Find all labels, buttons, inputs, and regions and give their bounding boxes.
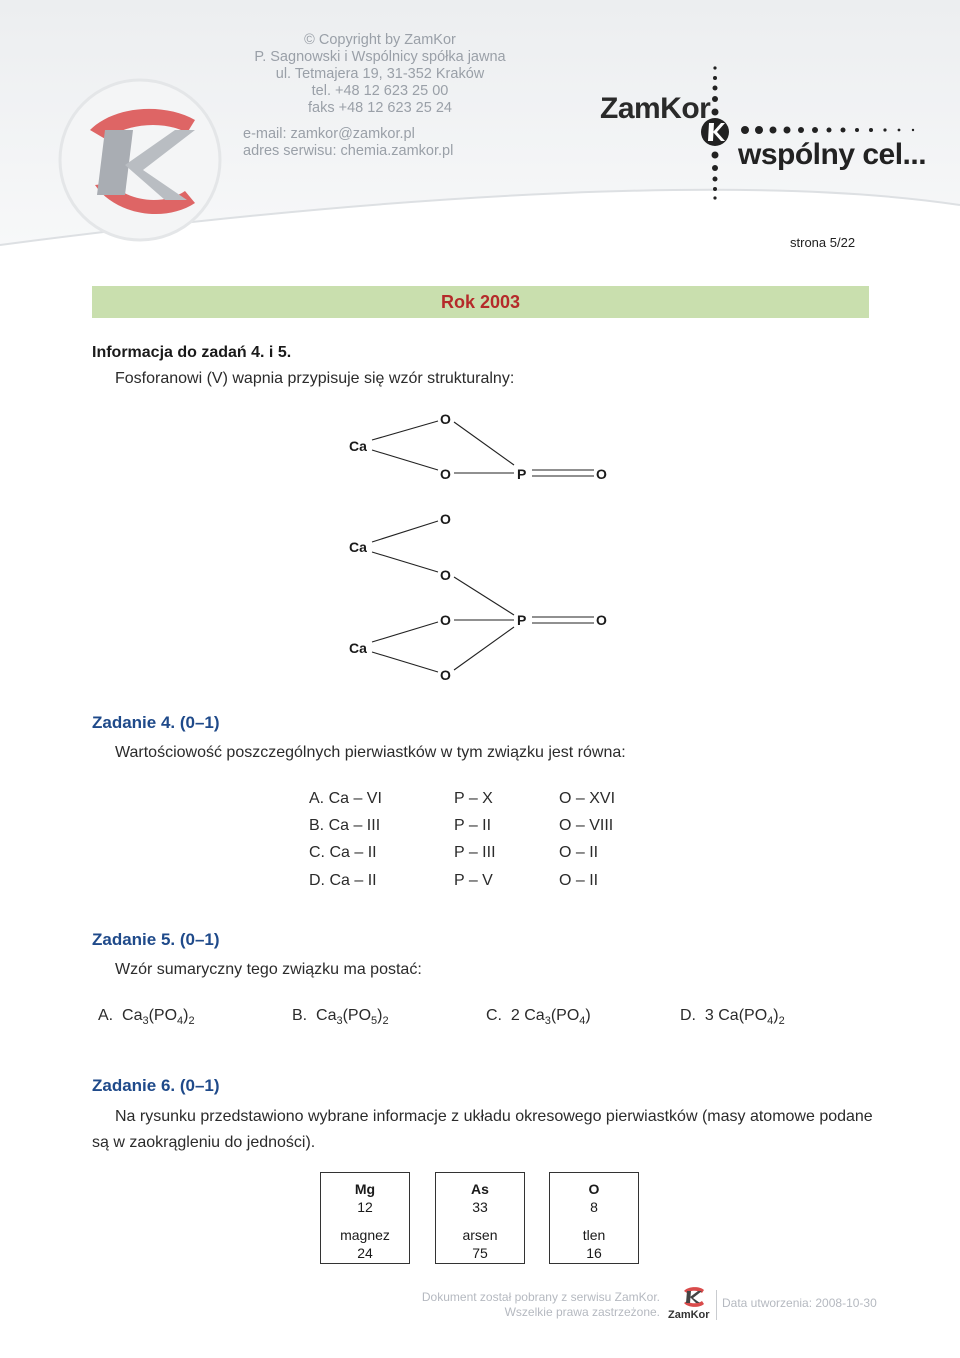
element-card-o <box>549 1172 639 1264</box>
option-ca: D. Ca – II <box>309 872 377 889</box>
element-symbol: O <box>588 1181 600 1197</box>
formula-part: Ca <box>316 1007 337 1024</box>
info-text: Fosforanowi (V) wapnia przypisuje się wzór strukturalny: <box>115 370 515 387</box>
formula-part: 2 Ca <box>510 1007 545 1024</box>
element-name: magnez <box>340 1227 390 1243</box>
task6-title: Zadanie 6. (0–1) <box>92 1076 220 1095</box>
footer-logo-icon <box>678 1285 708 1309</box>
creation-date: Data utworzenia: 2008-10-30 <box>722 1296 877 1310</box>
option-ca: B. Ca – III <box>309 817 381 834</box>
structure-label-o: O <box>440 411 451 427</box>
formula-part: (PO <box>148 1007 178 1024</box>
formula-subscript: 2 <box>188 1015 195 1028</box>
option-ca: C. Ca – II <box>309 844 377 861</box>
formula-subscript: 2 <box>382 1015 389 1028</box>
brand-name: ZamKor <box>600 92 711 125</box>
formula-part: Ca <box>122 1007 143 1024</box>
formula-subscript: 4 <box>177 1015 184 1028</box>
formula-subscript: 3 <box>142 1015 149 1028</box>
footer-divider <box>716 1290 717 1320</box>
task6-text: Na rysunku przedstawiono wybrane informacje z układu okresowego pierwiastków (masy atomowe podane są w zaokrągleniu do jedności). <box>92 1108 873 1151</box>
element-name: tlen <box>582 1227 606 1243</box>
email-line: e-mail: zamkor@zamkor.pl <box>243 126 415 142</box>
structure-label-o: O <box>596 466 607 482</box>
page-number: strona 5/22 <box>790 235 856 250</box>
option-letter: C. <box>486 1007 502 1024</box>
structure-label-p: P <box>517 466 527 482</box>
year-section-bar <box>92 286 869 318</box>
formula-part: ) <box>773 1007 779 1024</box>
element-card-mg <box>320 1172 410 1264</box>
structure-label-o: O <box>596 612 607 628</box>
element-card-as <box>435 1172 525 1264</box>
formula-part: ) <box>585 1007 591 1024</box>
company-line: faks +48 12 623 25 24 <box>308 100 452 116</box>
info-title: Informacja do zadań 4. i 5. <box>92 344 292 361</box>
option-o: O – II <box>559 844 599 861</box>
option-p: P – III <box>454 844 496 861</box>
footer-logo-text: ZamKor <box>668 1309 710 1321</box>
option-p: P – X <box>454 790 493 807</box>
element-mass: 75 <box>472 1245 488 1261</box>
structure-label-p: P <box>517 612 527 628</box>
structure-label-o: O <box>440 511 451 527</box>
formula-subscript: 5 <box>371 1015 378 1028</box>
formula-part: ) <box>183 1007 189 1024</box>
company-line: P. Sagnowski i Wspólnicy spółka jawna <box>254 49 506 65</box>
footer-notice <box>380 1290 660 1320</box>
year-heading: Rok 2003 <box>440 292 521 312</box>
formula-subscript: 3 <box>544 1015 551 1028</box>
formula-part: ) <box>377 1007 383 1024</box>
task5-option-c[interactable] <box>486 1007 591 1027</box>
formula-part: (PO <box>342 1007 372 1024</box>
option-ca: A. Ca – VI <box>309 790 382 807</box>
element-number: 8 <box>590 1199 598 1215</box>
task5-option-d[interactable] <box>680 1007 785 1027</box>
element-mass: 24 <box>357 1245 373 1261</box>
element-name: arsen <box>462 1227 498 1243</box>
element-symbol: As <box>471 1181 489 1197</box>
formula-subscript: 3 <box>336 1015 343 1028</box>
formula-part: 3 Ca(PO <box>704 1007 768 1024</box>
structure-label-ca: Ca <box>349 640 367 656</box>
structure-label-o: O <box>440 612 451 628</box>
formula-subscript: 2 <box>778 1015 785 1028</box>
option-p: P – V <box>454 872 493 889</box>
task5-title: Zadanie 5. (0–1) <box>92 930 220 949</box>
option-letter: D. <box>680 1007 696 1024</box>
footer-line: Dokument został pobrany z serwisu ZamKor. <box>421 1290 660 1304</box>
formula-subscript: 4 <box>767 1015 774 1028</box>
website-line: adres serwisu: chemia.zamkor.pl <box>243 143 454 159</box>
formula-subscript: 4 <box>579 1015 586 1028</box>
option-o: O – XVI <box>559 790 616 807</box>
brand-dots-decoration <box>690 60 930 205</box>
option-o: O – VIII <box>559 817 614 834</box>
task5-question: Wzór sumaryczny tego związku ma postać: <box>115 961 422 978</box>
company-line: © Copyright by ZamKor <box>304 32 456 48</box>
option-letter: B. <box>292 1007 308 1024</box>
brand-slogan: wspólny cel... <box>738 138 927 171</box>
structure-label-o: O <box>440 567 451 583</box>
option-letter: A. <box>98 1007 114 1024</box>
company-line: tel. +48 12 623 25 00 <box>311 83 449 99</box>
element-symbol: Mg <box>354 1181 376 1197</box>
contact-info <box>243 126 453 160</box>
element-number: 12 <box>357 1199 373 1215</box>
structural-formula <box>320 400 660 700</box>
option-p: P – II <box>454 817 492 834</box>
structure-label-ca: Ca <box>349 438 367 454</box>
task5-option-a[interactable] <box>98 1007 195 1027</box>
task4-question: Wartościowość poszczególnych pierwiastków w tym związku jest równa: <box>115 744 626 761</box>
task5-option-b[interactable] <box>292 1007 389 1027</box>
structure-label-ca: Ca <box>349 539 367 555</box>
company-line: ul. Tetmajera 19, 31-352 Kraków <box>275 66 485 82</box>
task4-title: Zadanie 4. (0–1) <box>92 713 220 732</box>
footer-line: Wszelkie prawa zastrzeżone. <box>504 1305 660 1319</box>
structure-label-o: O <box>440 667 451 683</box>
element-number: 33 <box>472 1199 488 1215</box>
formula-part: (PO <box>550 1007 580 1024</box>
element-mass: 16 <box>586 1245 602 1261</box>
option-o: O – II <box>559 872 599 889</box>
structure-label-o: O <box>440 466 451 482</box>
